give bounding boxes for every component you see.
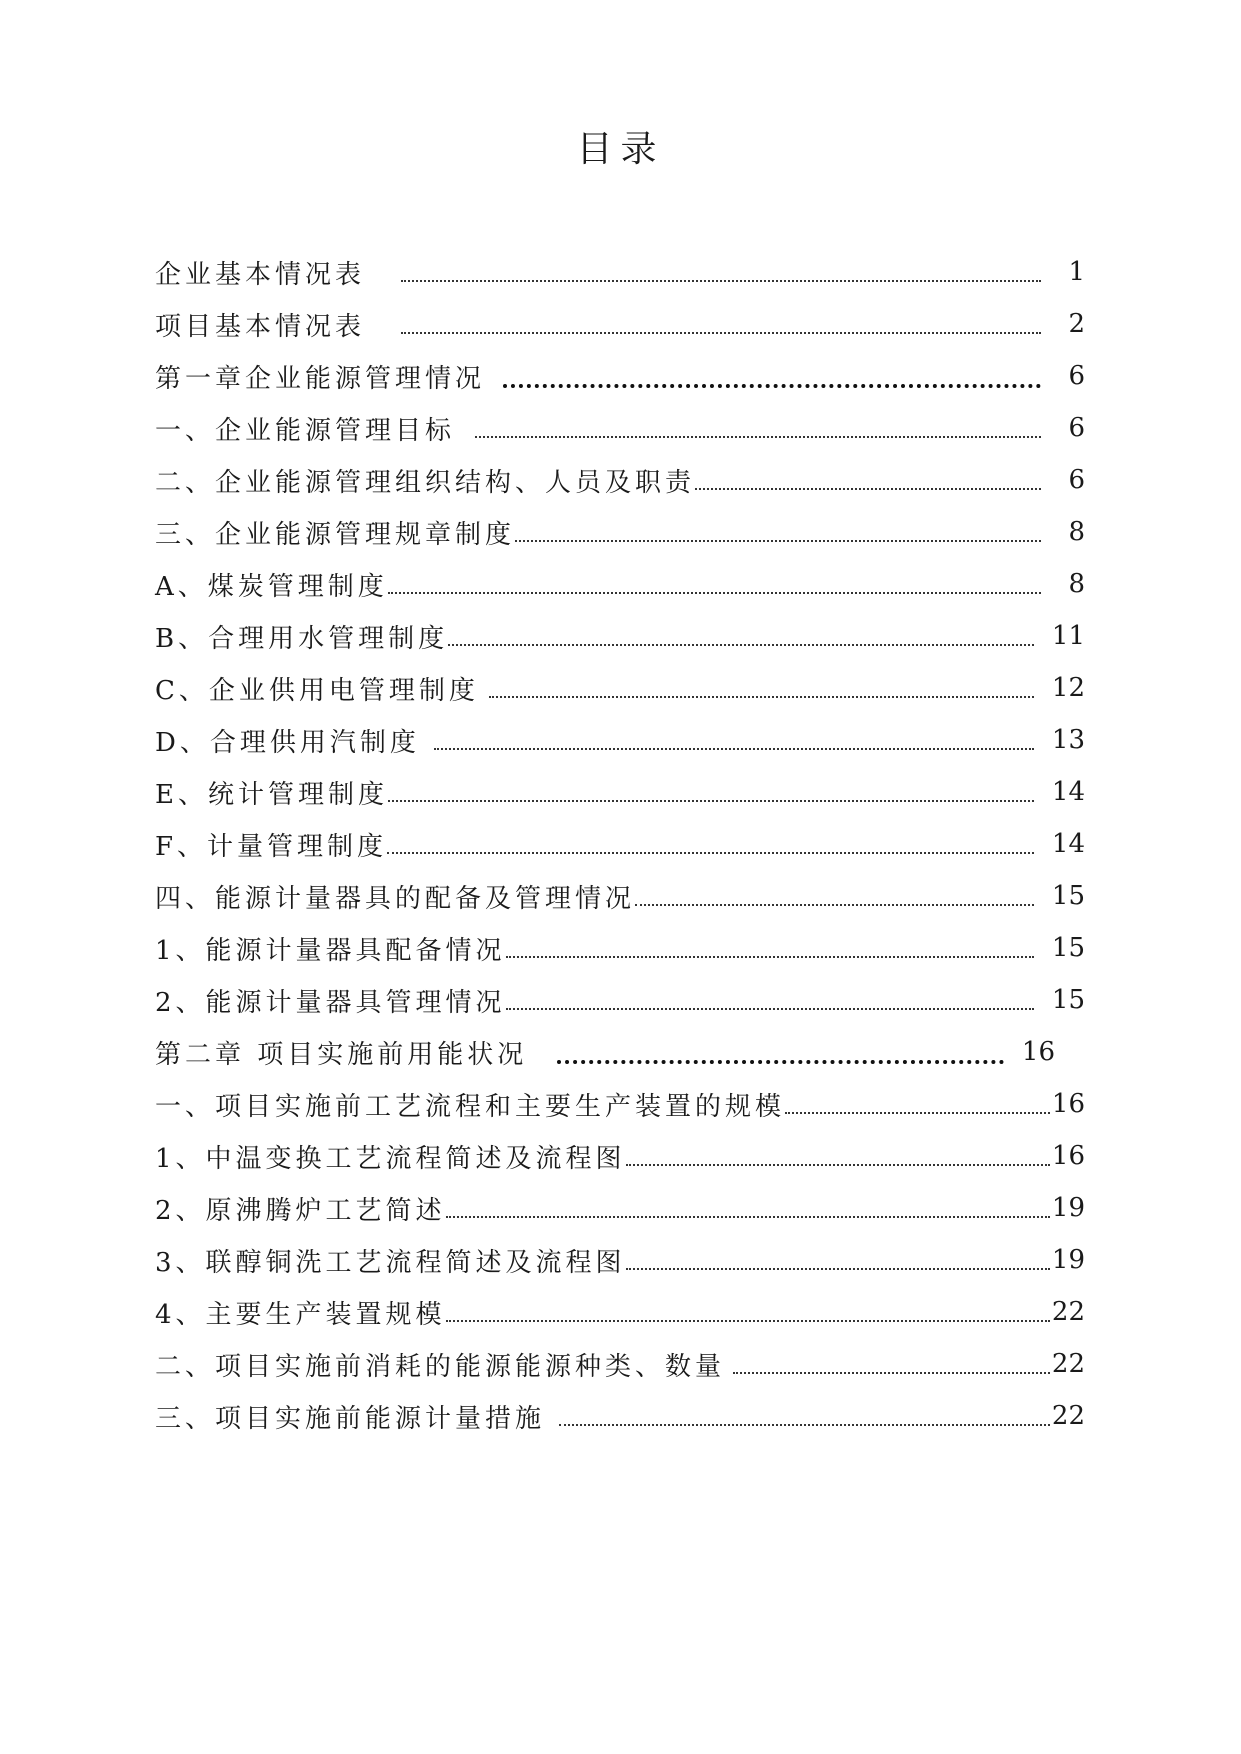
toc-entry-label: 1、能源计量器具配备情况 bbox=[155, 935, 506, 966]
toc-entry-label: B、合理用水管理制度 bbox=[155, 623, 449, 654]
toc-entry[interactable] bbox=[155, 512, 1085, 552]
toc-entry[interactable] bbox=[155, 1084, 1085, 1124]
toc-entry-label: 二、企业能源管理组织结构、人员及职责 bbox=[155, 467, 696, 498]
toc-entry-label: A、煤炭管理制度 bbox=[155, 571, 388, 602]
toc-entry-label: E、统计管理制度 bbox=[155, 779, 388, 810]
toc-page-number: 19 bbox=[1051, 1193, 1085, 1223]
toc-page-number: 22 bbox=[1051, 1297, 1085, 1327]
toc-page-number: 12 bbox=[1051, 673, 1085, 703]
toc-page-number: 2 bbox=[1068, 309, 1085, 339]
toc-entry-label: C、企业供用电管理制度 bbox=[155, 675, 479, 706]
toc-entry[interactable] bbox=[155, 252, 1085, 292]
toc-entry-label: 二、项目实施前消耗的能源能源种类、数量 bbox=[155, 1351, 726, 1382]
toc-page-number: 22 bbox=[1051, 1349, 1085, 1379]
toc-entry[interactable] bbox=[155, 824, 1085, 864]
toc-leader bbox=[626, 1164, 1050, 1166]
toc-leader bbox=[448, 644, 1034, 646]
toc-leader bbox=[388, 800, 1034, 802]
toc-leader bbox=[626, 1268, 1050, 1270]
toc-entry[interactable] bbox=[155, 1292, 1085, 1332]
toc-entry[interactable] bbox=[155, 1240, 1085, 1280]
toc-page-number: 11 bbox=[1051, 621, 1085, 651]
toc-leader bbox=[559, 1424, 1050, 1426]
toc-entry[interactable] bbox=[155, 356, 1085, 396]
toc-page-number: 16 bbox=[1051, 1089, 1085, 1119]
toc-leader bbox=[733, 1372, 1050, 1374]
toc-leader bbox=[446, 1216, 1050, 1218]
toc-entry-label: 3、联醇铜洗工艺流程简述及流程图 bbox=[155, 1247, 626, 1278]
toc-entry-label: 2、能源计量器具管理情况 bbox=[155, 987, 506, 1018]
toc-leader bbox=[557, 1060, 1004, 1064]
toc-entry-label: F、计量管理制度 bbox=[155, 831, 388, 862]
toc-leader bbox=[635, 904, 1034, 906]
toc-page-number: 15 bbox=[1051, 985, 1085, 1015]
toc-page-number: 15 bbox=[1051, 881, 1085, 911]
toc-page-number: 6 bbox=[1068, 413, 1085, 443]
toc-entry[interactable] bbox=[155, 1136, 1085, 1176]
toc-page-number: 1 bbox=[1068, 257, 1085, 287]
toc-entry-label: 2、原沸腾炉工艺简述 bbox=[155, 1195, 446, 1226]
toc-entry-label: 三、企业能源管理规章制度 bbox=[155, 519, 516, 550]
toc-entry-label: 一、企业能源管理目标 bbox=[155, 415, 456, 446]
toc-leader bbox=[401, 280, 1041, 282]
toc-page-number: 19 bbox=[1051, 1245, 1085, 1275]
toc-entry-label: 4、主要生产装置规模 bbox=[155, 1299, 446, 1330]
toc-page-number: 16 bbox=[1021, 1037, 1055, 1067]
toc-entry[interactable] bbox=[155, 1344, 1085, 1384]
toc-entry[interactable] bbox=[155, 1396, 1085, 1436]
toc-page-number: 6 bbox=[1068, 465, 1085, 495]
toc-entry[interactable] bbox=[155, 408, 1085, 448]
toc-leader bbox=[446, 1320, 1050, 1322]
toc-entry[interactable] bbox=[155, 304, 1085, 344]
toc-leader bbox=[506, 956, 1034, 958]
toc-entry[interactable] bbox=[155, 1188, 1085, 1228]
toc-entry[interactable] bbox=[155, 876, 1085, 916]
toc-entry-label: 1、中温变换工艺流程简述及流程图 bbox=[155, 1143, 626, 1174]
toc-leader bbox=[475, 436, 1041, 438]
toc-entry[interactable] bbox=[155, 564, 1085, 604]
toc-entry[interactable] bbox=[155, 980, 1085, 1020]
toc-page-number: 14 bbox=[1051, 777, 1085, 807]
toc-leader bbox=[695, 488, 1041, 490]
toc-page-number: 6 bbox=[1068, 361, 1085, 391]
toc-entry[interactable] bbox=[155, 772, 1085, 812]
toc-entry-label: 第一章企业能源管理情况 bbox=[155, 363, 486, 394]
toc-leader bbox=[503, 384, 1041, 388]
toc-entry[interactable] bbox=[155, 1032, 1055, 1072]
toc-entry[interactable] bbox=[155, 928, 1085, 968]
toc-leader bbox=[388, 592, 1041, 594]
toc-page-number: 15 bbox=[1051, 933, 1085, 963]
page-title: 目录 bbox=[576, 129, 665, 170]
toc-leader bbox=[434, 748, 1034, 750]
toc-page-number: 14 bbox=[1051, 829, 1085, 859]
toc-leader bbox=[387, 852, 1034, 854]
toc-page-number: 8 bbox=[1068, 569, 1085, 599]
toc-leader bbox=[489, 696, 1034, 698]
toc-entry-label: 企业基本情况表 bbox=[155, 259, 366, 290]
toc-page-number: 8 bbox=[1068, 517, 1085, 547]
toc-page-number: 16 bbox=[1051, 1141, 1085, 1171]
toc-entry-label: D、合理供用汽制度 bbox=[155, 727, 420, 758]
toc-leader bbox=[506, 1008, 1034, 1010]
toc-page-number: 13 bbox=[1051, 725, 1085, 755]
toc-entry-label: 三、项目实施前能源计量措施 bbox=[155, 1403, 546, 1434]
toc-entry-label: 一、项目实施前工艺流程和主要生产装置的规模 bbox=[155, 1091, 786, 1122]
toc-leader bbox=[401, 332, 1041, 334]
toc-entry-label: 第二章 项目实施前用能状况 bbox=[155, 1039, 528, 1070]
toc-entry[interactable] bbox=[155, 668, 1085, 708]
toc-page-number: 22 bbox=[1051, 1401, 1085, 1431]
toc-leader bbox=[785, 1112, 1050, 1114]
toc-leader bbox=[515, 540, 1041, 542]
toc-entry[interactable] bbox=[155, 460, 1085, 500]
toc-entry[interactable] bbox=[155, 720, 1085, 760]
toc-entry-label: 四、能源计量器具的配备及管理情况 bbox=[155, 883, 636, 914]
toc-entry-label: 项目基本情况表 bbox=[155, 311, 366, 342]
toc-entry[interactable] bbox=[155, 616, 1085, 656]
